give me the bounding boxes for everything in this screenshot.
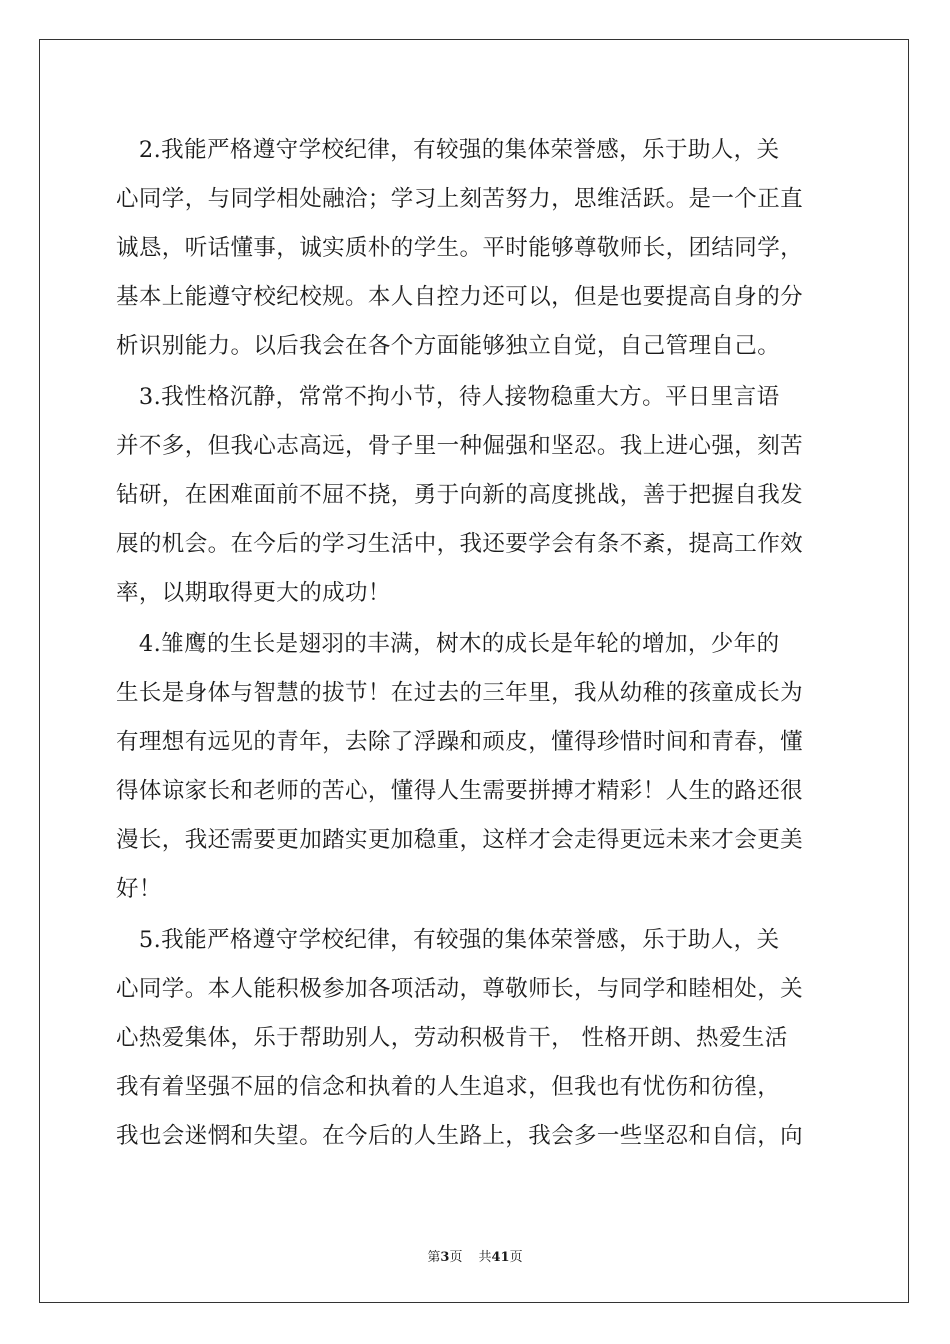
paragraph-3	[116, 373, 832, 618]
total-suffix: 页	[509, 1250, 523, 1265]
text-line: 我也会迷惘和失望。在今后的人生路上，我会多一些坚忍和自信，向	[116, 1123, 804, 1149]
total-prefix: 共	[478, 1250, 492, 1265]
text-line: 析识别能力。以后我会在各个方面能够独立自觉，自己管理自己。	[116, 333, 781, 359]
text-line: 心同学。本人能积极参加各项活动，尊敬师长，与同学和睦相处，关	[116, 976, 804, 1002]
document-body	[116, 126, 832, 1161]
page-footer	[0, 1249, 950, 1267]
paragraph-2	[116, 126, 832, 371]
text-line: 得体谅家长和老师的苦心，懂得人生需要拼搏才精彩！人生的路还很	[116, 778, 804, 804]
text-line: 诚恳，听话懂事，诚实质朴的学生。平时能够尊敬师长，团结同学，	[116, 235, 804, 261]
text-line: 并不多，但我心志高远，骨子里一种倔强和坚忍。我上进心强，刻苦	[116, 433, 804, 459]
text-line: 有理想有远见的青年，去除了浮躁和顽皮，懂得珍惜时间和青春，懂	[116, 729, 804, 755]
text-line: 生长是身体与智慧的拔节！在过去的三年里，我从幼稚的孩童成长为	[116, 680, 804, 706]
text-line: 心同学，与同学相处融洽；学习上刻苦努力，思维活跃。是一个正直	[116, 186, 804, 212]
page-number: 3	[440, 1250, 450, 1265]
paragraph-4	[116, 620, 832, 914]
text-line: 4.雏鹰的生长是翅羽的丰满，树木的成长是年轮的增加，少年的	[116, 631, 780, 657]
text-line: 5.我能严格遵守学校纪律，有较强的集体荣誉感，乐于助人，关	[116, 927, 780, 953]
text-line: 基本上能遵守校纪校规。本人自控力还可以，但是也要提高自身的分	[116, 284, 804, 310]
text-line: 我有着坚强不屈的信念和执着的人生追求，但我也有忧伤和彷徨，	[116, 1074, 781, 1100]
text-line: 3.我性格沉静，常常不拘小节，待人接物稳重大方。平日里言语	[116, 384, 780, 410]
text-line: 心热爱集体，乐于帮助别人，劳动积极肯干， 性格开朗、热爱生活	[116, 1025, 788, 1051]
page-prefix: 第	[427, 1250, 441, 1265]
text-line: 2.我能严格遵守学校纪律，有较强的集体荣誉感，乐于助人，关	[116, 137, 780, 163]
text-line: 漫长，我还需要更加踏实更加稳重，这样才会走得更远未来才会更美	[116, 827, 804, 853]
text-line: 钻研，在困难面前不屈不挠，勇于向新的高度挑战，善于把握自我发	[116, 482, 804, 508]
text-line: 率，以期取得更大的成功！	[116, 580, 391, 606]
paragraph-5	[116, 916, 832, 1161]
text-line: 好！	[116, 876, 162, 902]
total-pages: 41	[491, 1250, 510, 1265]
text-line: 展的机会。在今后的学习生活中，我还要学会有条不紊，提高工作效	[116, 531, 804, 557]
page-suffix: 页	[449, 1250, 463, 1265]
